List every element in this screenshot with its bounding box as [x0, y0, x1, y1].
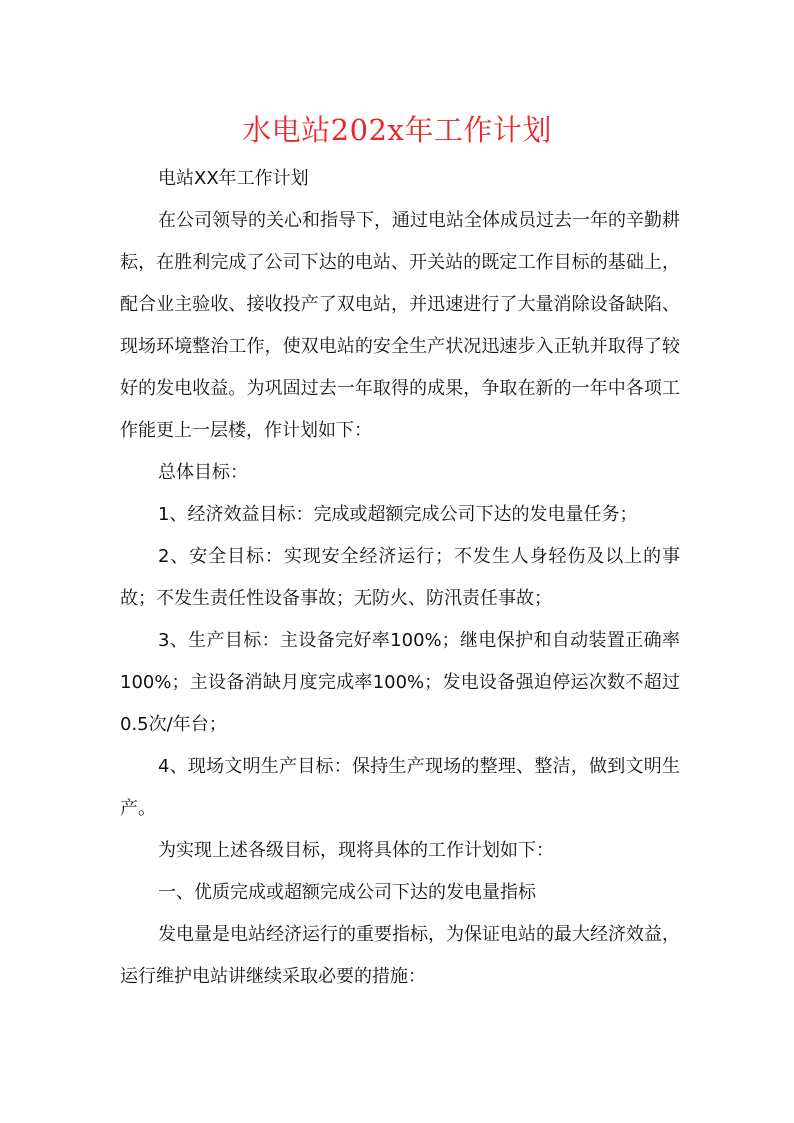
document-title: 水电站202x年工作计划	[242, 113, 552, 147]
paragraph-section-one-heading: 一、优质完成或超额完成公司下达的发电量指标	[158, 882, 536, 903]
paragraph-goal-civilized-production: 4、现场文明生产目标：保持生产现场的整理、整洁，做到文明生产。	[120, 756, 680, 819]
paragraph-plan-intro: 为实现上述各级目标，现将具体的工作计划如下：	[158, 840, 554, 861]
document-body	[120, 158, 680, 998]
paragraph-goal-economic: 1、经济效益目标：完成或超额完成公司下达的发电量任务；	[158, 504, 638, 525]
paragraph-subtitle: 电站XX年工作计划	[158, 168, 309, 189]
paragraph-goal-production: 3、生产目标：主设备完好率100%；继电保护和自动装置正确率100%；主设备消缺月度完成率100%；发电设备强迫停运次数不超过0.5次/年台；	[120, 630, 680, 735]
paragraph-intro: 在公司领导的关心和指导下，通过电站全体成员过去一年的辛勤耕耘，在胜利完成了公司下达的电站、开关站的既定工作目标的基础上，配合业主验收、接收投产了双电站，并迅速进行了大量消除设备缺陷、现场环境整治工作，使双电站的安全生产状况迅速步入正轨并取得了较好的发电收益。为巩固过去一年取得的成果，争取在新的一年中各项工作能更上一层楼，作计划如下：	[120, 210, 680, 441]
paragraph-overall-goals-heading: 总体目标：	[158, 462, 248, 483]
paragraph-section-one-body: 发电量是电站经济运行的重要指标，为保证电站的最大经济效益，运行维护电站讲继续采取必要的措施：	[120, 924, 680, 987]
paragraph-goal-safety: 2、安全目标：实现安全经济运行；不发生人身轻伤及以上的事故；不发生责任性设备事故；无防火、防汛责任事故；	[120, 546, 680, 609]
